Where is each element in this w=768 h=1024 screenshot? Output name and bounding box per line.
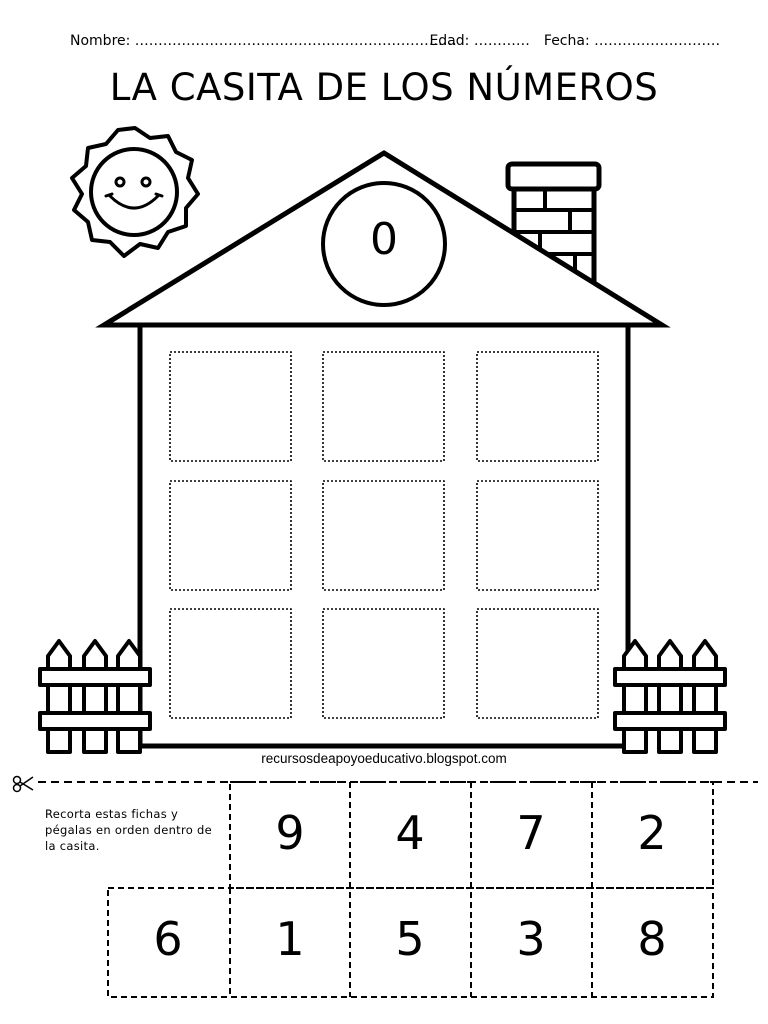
number-card[interactable]: 2 <box>637 806 667 860</box>
number-card[interactable]: 8 <box>637 912 667 966</box>
scissors-icon <box>14 777 34 792</box>
fence-icon <box>615 641 725 752</box>
number-card[interactable]: 9 <box>275 806 305 860</box>
number-card[interactable]: 6 <box>153 912 183 966</box>
number-card[interactable]: 1 <box>275 912 305 966</box>
fence-icon <box>40 641 150 752</box>
sun-icon <box>72 128 198 256</box>
age-field-label: Edad: ………… <box>429 33 530 49</box>
date-field-label: Fecha: ……………………… <box>543 33 721 49</box>
name-field-label: Nombre: …………………………………………………………… <box>70 33 457 49</box>
number-card[interactable]: 4 <box>395 806 425 860</box>
cutout-instructions: Recorta estas fichas y pégalas en orden dentro de la casita. <box>45 807 213 853</box>
number-card[interactable]: 3 <box>516 912 546 966</box>
number-card[interactable]: 5 <box>395 912 425 966</box>
page-title: LA CASITA DE LOS NÚMEROS <box>109 66 659 109</box>
website-credit: recursosdeapoyoeducativo.blogspot.com <box>261 751 507 766</box>
number-card[interactable]: 7 <box>516 806 546 860</box>
roof-number: 0 <box>370 214 398 265</box>
house-body <box>140 325 628 746</box>
